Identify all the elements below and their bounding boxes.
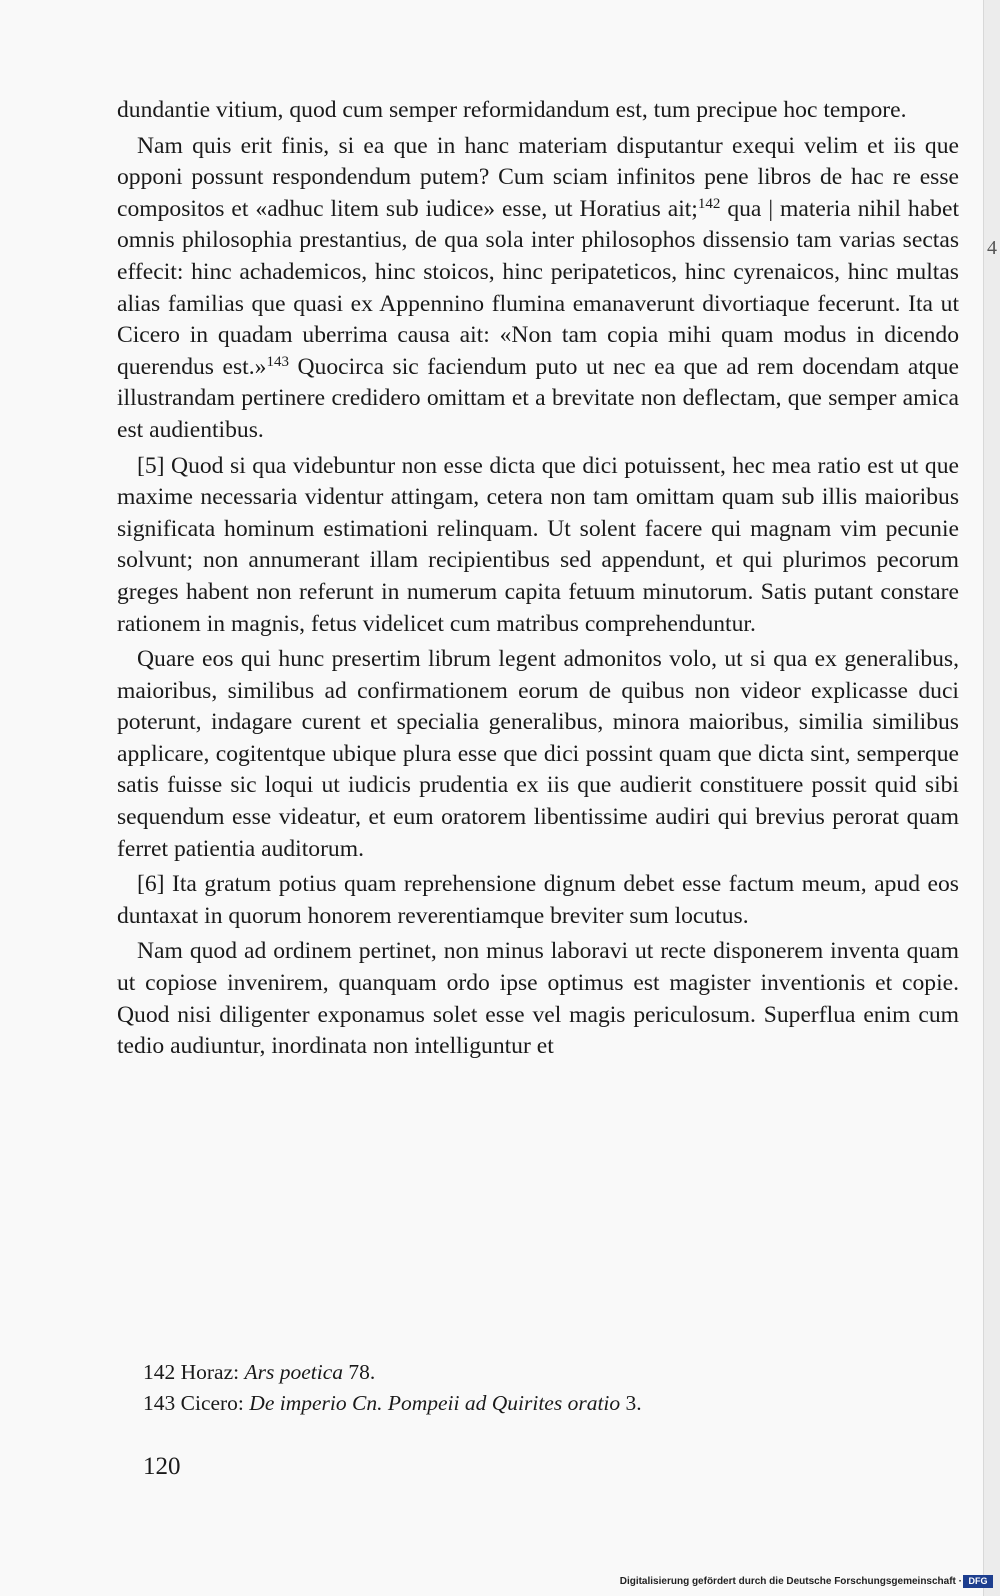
text-run: dundantie vitium, quod cum semper reformidandum est, tum precipue hoc tempore. bbox=[117, 97, 907, 123]
paragraph bbox=[117, 936, 959, 1062]
main-text bbox=[117, 95, 959, 1063]
text-run: qua | materia nihil habet omnis philosophia prestantius, de qua sola inter philosophos dissensio tam varias sectas effecit: hinc achademicos, hinc stoicos, hinc peripateticos, hinc cyrenaicos, hinc multas alias familias que quasi ex Appennino flumina emanaverunt divortiaque fecerunt. Ita ut Cicero in quadam uberrima causa ait: «Non tam copia mihi quam modus in dicendo querendus est.» bbox=[117, 195, 960, 380]
dfg-logo: DFG bbox=[963, 1575, 993, 1588]
text-run: Nam quod ad ordinem pertinet, non minus laboravi ut recte disponerem inventa quam ut copiose invenirem, quanquam ordo ipse optimus est magister inventionis et copie. Quod nisi diligenter exponamus solet esse vel magis periculosum. Superflua enim cum tedio audiuntur, inordinata non intelliguntur et bbox=[117, 938, 959, 1060]
paragraph bbox=[117, 131, 959, 447]
margin-page-mark: 4 bbox=[987, 237, 997, 259]
paragraph bbox=[117, 95, 959, 127]
text-run: [5] Quod si qua videbuntur non esse dicta que dici potuissent, hec mea ratio est ut que maxime necessaria videntur attingam, cetera non tam omittam quam sub illis maioribus significata hominum estimationi relinquam. Ut solent facere qui magnam vim pecunie solvunt; non annumerant illam recipientibus sed appendunt, et qui plurimos pecorum greges habent non referunt in numerum capita fetuum minutorum. Satis putant constare rationem in magnis, fetus videlicet cum matribus comprehenduntur. bbox=[117, 452, 959, 637]
text-run: Quare eos qui hunc presertim librum legent admonitos volo, ut si qua ex generalibus, maioribus, similibus ad confirmationem eorum de quibus non videor explicasse duci poterunt, indagare curent et specialia generalibus, minora maioribus, similia similibus applicare, cogitentque ubique plura esse que dici possint quam que dicta sint, semperque satis fuisse sic loqui ut iudicis prudentia ex iis que audierit constituere possit quid sibi sequendum esse videatur, et eum oratorem libentissime audiri qui brevius perorat quam ferret patientia auditorum. bbox=[117, 646, 959, 862]
page-number: 120 bbox=[143, 1453, 181, 1480]
text-run: [6] Ita gratum potius quam reprehensione dignum debet esse factum meum, apud eos duntaxat in quorum honorem reverentiamque breviter sum locutus. bbox=[117, 871, 959, 929]
paragraph bbox=[117, 451, 959, 641]
footnote: 142 Horaz: Ars poetica 78. bbox=[143, 1360, 376, 1384]
paragraph bbox=[117, 644, 959, 865]
text-run: Nam quis erit finis, si ea que in hanc materiam disputantur exequi velim et iis que opponi possunt respondendum putem? Cum sciam infinitos pene libros de hac re esse compositos et «adhuc litem sub iudice» esse, ut Horatius ait; bbox=[117, 132, 959, 222]
footnote-ref-142: 142 bbox=[697, 195, 721, 212]
footnote-ref-143: 143 bbox=[266, 353, 289, 370]
text-run: Quocirca sic faciendum puto ut nec ea que ad rem docendam atque illustrandam pertinere credidero omittam et a brevitate non deflectam, que semper amica est audientibus. bbox=[117, 353, 959, 443]
paragraph bbox=[117, 869, 959, 932]
footnotes bbox=[143, 1357, 943, 1419]
footnote: 143 Cicero: De imperio Cn. Pompeii ad Quirites oratio 3. bbox=[143, 1391, 642, 1415]
digitization-credit: Digitalisierung gefördert durch die Deutsche Forschungsgemeinschaft · bbox=[619, 1576, 962, 1587]
